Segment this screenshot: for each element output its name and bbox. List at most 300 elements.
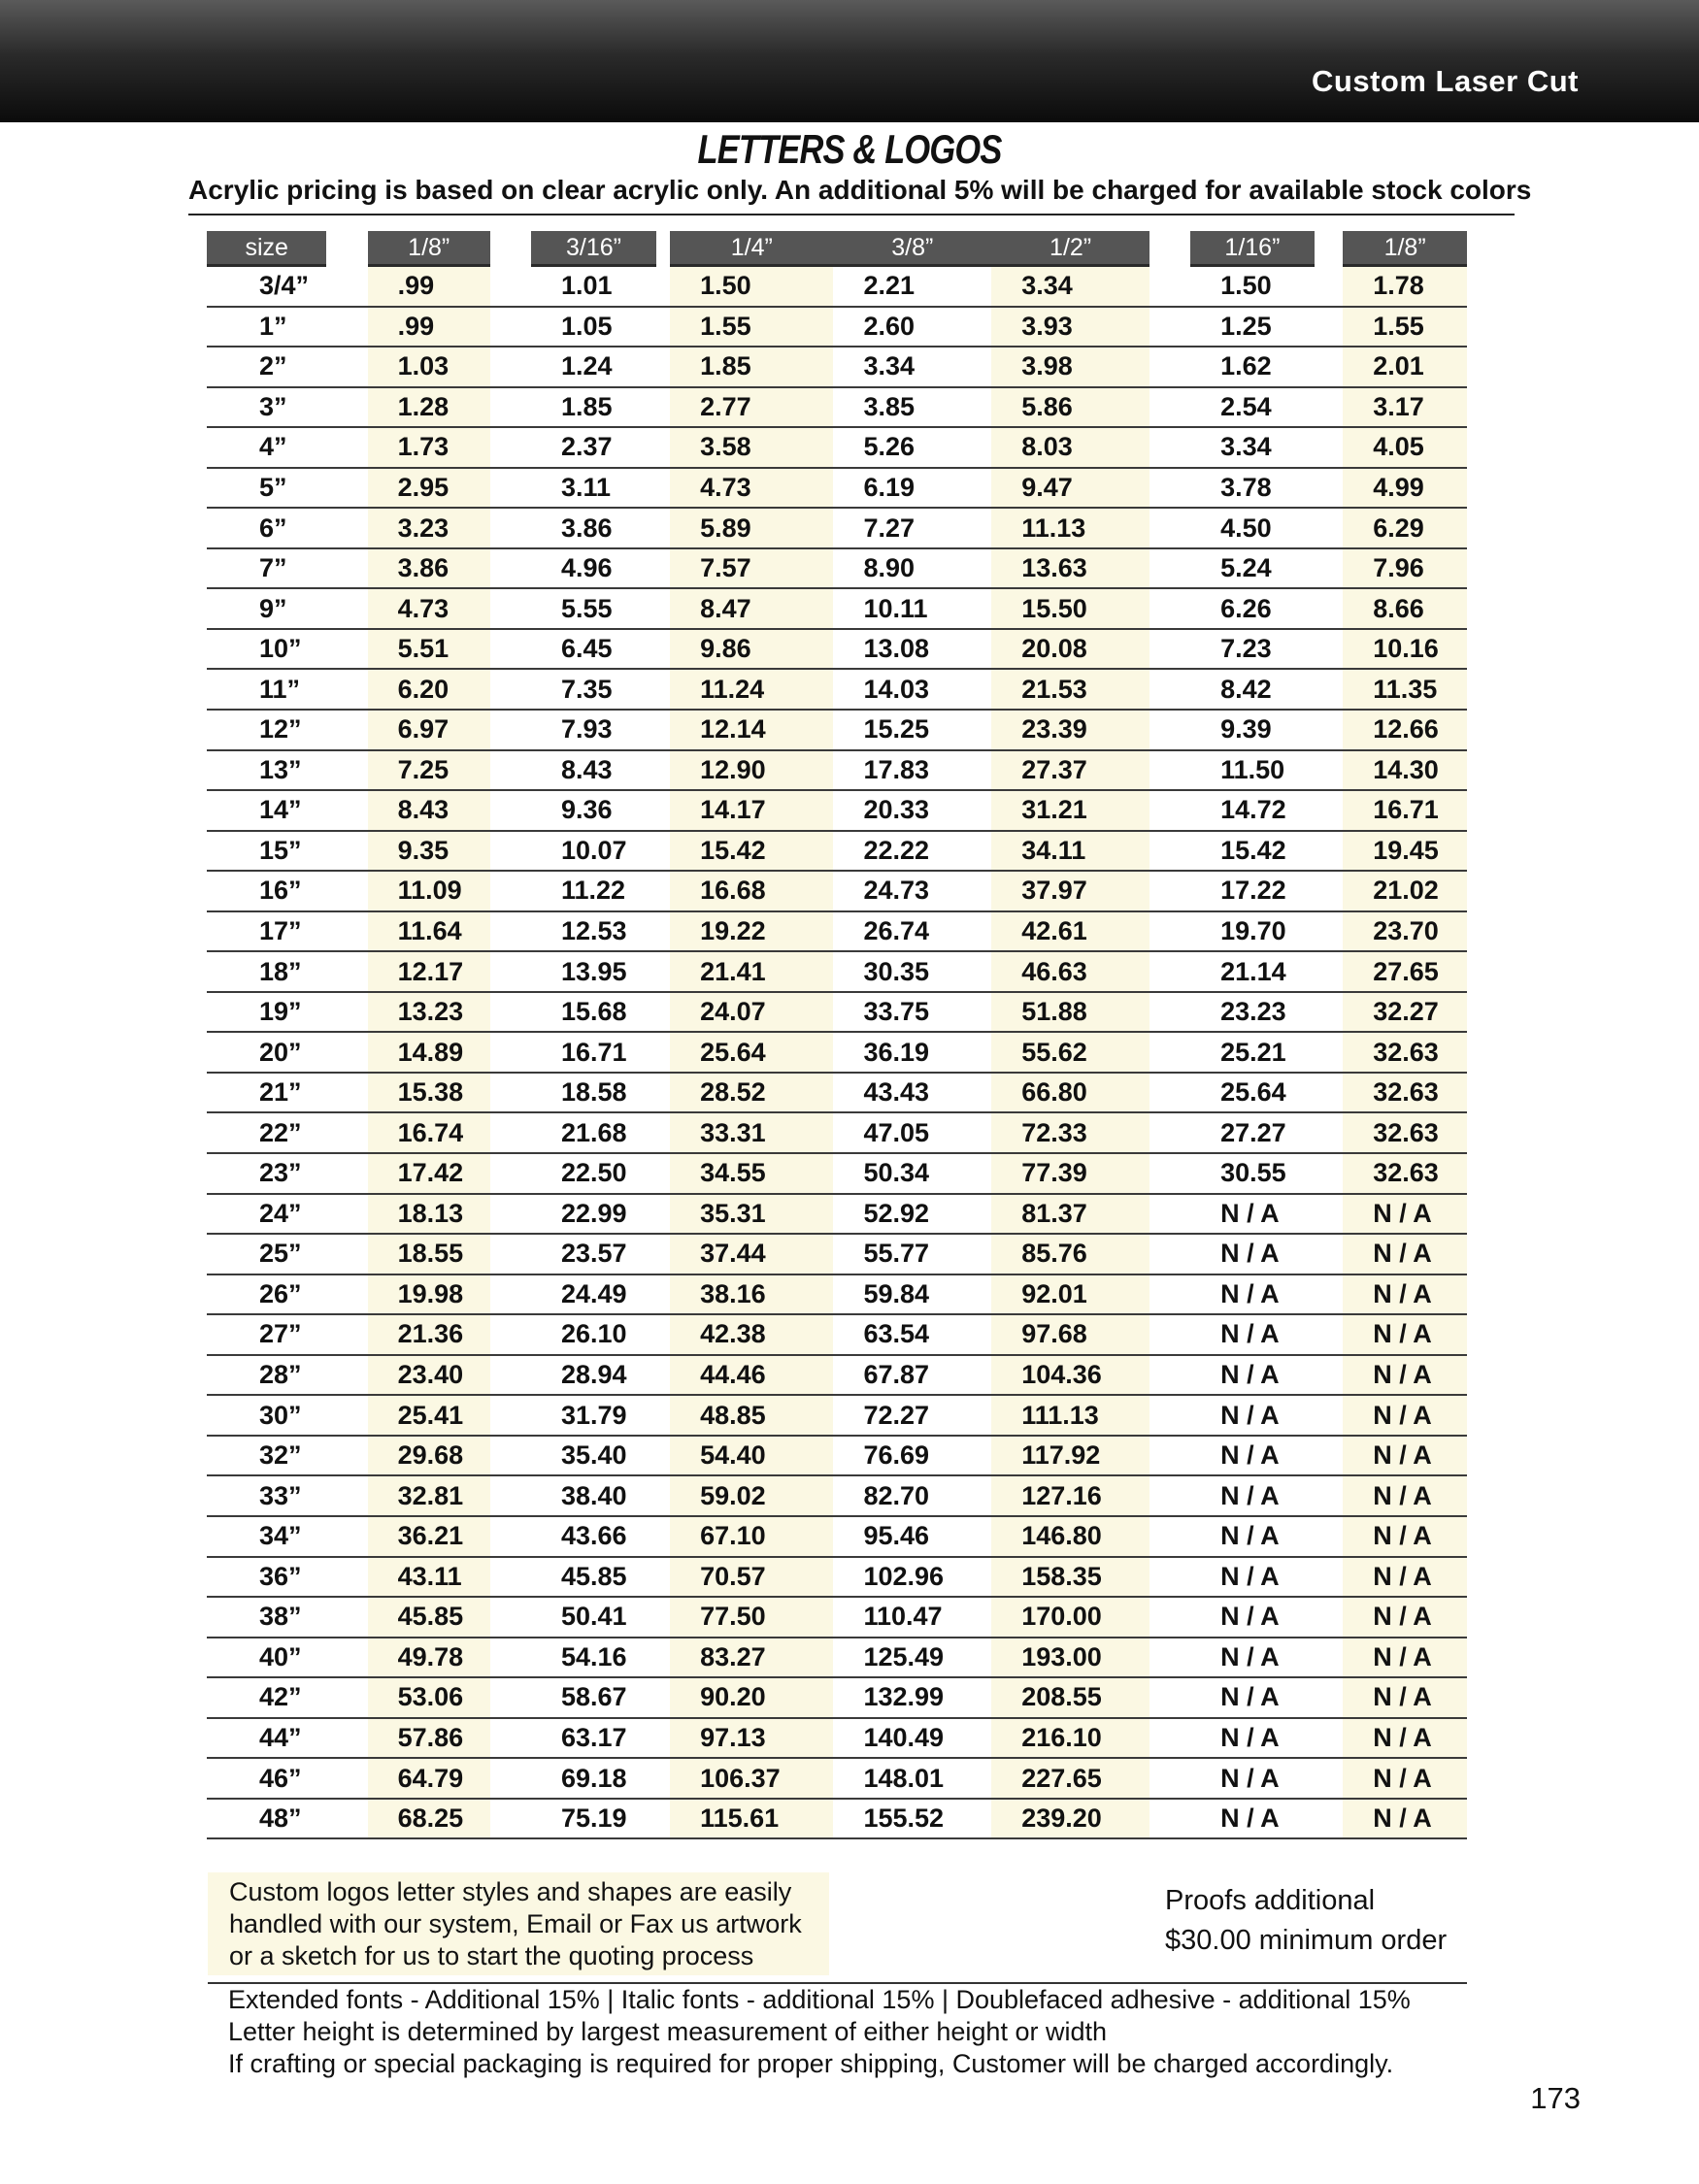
column-gap [656, 427, 670, 468]
column-gap [1315, 1314, 1343, 1355]
price-cell: N / A [1343, 1274, 1467, 1315]
column-gap [1315, 1516, 1343, 1557]
column-gap [326, 750, 367, 791]
table-row [207, 508, 1467, 548]
column-gap [326, 427, 367, 468]
size-cell: 21” [207, 1073, 326, 1113]
size-cell: 16” [207, 871, 326, 911]
price-cell: 10.07 [531, 831, 656, 872]
price-cell: 227.65 [991, 1758, 1149, 1799]
price-cell: N / A [1190, 1638, 1315, 1678]
column-gap [1315, 951, 1343, 992]
column-gap [326, 1395, 367, 1436]
price-cell: 27.37 [991, 750, 1149, 791]
price-cell: 37.97 [991, 871, 1149, 911]
column-gap [1149, 911, 1190, 952]
price-cell: 170.00 [991, 1597, 1149, 1638]
price-cell: 4.73 [368, 588, 490, 629]
price-cell: 7.96 [1343, 548, 1467, 589]
price-cell: 68.25 [368, 1799, 490, 1839]
column-gap [1149, 710, 1190, 750]
price-cell: N / A [1190, 1677, 1315, 1718]
price-cell: 125.49 [833, 1638, 991, 1678]
column-gap [1315, 1597, 1343, 1638]
price-cell: 50.41 [531, 1597, 656, 1638]
price-cell: 14.89 [368, 1032, 490, 1073]
price-cell: N / A [1343, 1677, 1467, 1718]
price-cell: 14.17 [670, 790, 833, 831]
price-cell: 97.13 [670, 1718, 833, 1759]
column-gap [1149, 1194, 1190, 1235]
note-line: or a sketch for us to start the quoting process [229, 1941, 754, 1970]
price-cell: 3.86 [531, 508, 656, 548]
size-cell: 4” [207, 427, 326, 468]
price-cell: 43.43 [833, 1073, 991, 1113]
column-gap [1149, 1638, 1190, 1678]
price-cell: 21.36 [368, 1314, 490, 1355]
column-gap [1315, 1395, 1343, 1436]
column-header-thickness: 3/16” [531, 231, 656, 267]
price-cell: 208.55 [991, 1677, 1149, 1718]
column-gap [656, 831, 670, 872]
column-gap [490, 1194, 531, 1235]
column-gap [490, 1799, 531, 1839]
column-gap [490, 911, 531, 952]
table-row [207, 1597, 1467, 1638]
price-cell: 54.16 [531, 1638, 656, 1678]
price-cell: 2.95 [368, 468, 490, 509]
price-cell: N / A [1343, 1597, 1467, 1638]
price-cell: 8.42 [1190, 669, 1315, 710]
column-gap [490, 588, 531, 629]
footer-line: If crafting or special packaging is required for proper shipping, Customer will be charged accordingly. [228, 2049, 1394, 2078]
table-row [207, 347, 1467, 387]
column-gap [656, 468, 670, 509]
size-cell: 36” [207, 1557, 326, 1598]
price-cell: 28.94 [531, 1355, 656, 1396]
price-cell: 75.19 [531, 1799, 656, 1839]
column-gap [656, 1475, 670, 1516]
table-row [207, 1032, 1467, 1073]
size-cell: 12” [207, 710, 326, 750]
size-cell: 3” [207, 387, 326, 428]
footer-line: Extended fonts - Additional 15% | Italic fonts - additional 15% | Doublefaced adhesive - additional 15% [228, 1985, 1411, 2014]
column-gap [1315, 911, 1343, 952]
price-cell: 14.03 [833, 669, 991, 710]
price-cell: 5.51 [368, 629, 490, 670]
price-cell: 25.41 [368, 1395, 490, 1436]
column-gap [490, 1718, 531, 1759]
price-cell: 3.34 [991, 267, 1149, 307]
note-line: Custom logos letter styles and shapes are easily [229, 1877, 792, 1906]
size-cell: 26” [207, 1274, 326, 1315]
price-cell: 17.42 [368, 1153, 490, 1194]
price-cell: 3.93 [991, 307, 1149, 347]
column-gap [656, 1032, 670, 1073]
price-cell: 76.69 [833, 1436, 991, 1476]
price-cell: 13.95 [531, 951, 656, 992]
price-cell: 20.08 [991, 629, 1149, 670]
price-cell: 106.37 [670, 1758, 833, 1799]
column-gap [326, 629, 367, 670]
price-cell: 15.50 [991, 588, 1149, 629]
price-cell: 115.61 [670, 1799, 833, 1839]
price-cell: 32.63 [1343, 1073, 1467, 1113]
column-gap [1149, 1597, 1190, 1638]
column-gap [656, 1274, 670, 1315]
price-cell: 3.85 [833, 387, 991, 428]
price-cell: 16.74 [368, 1112, 490, 1153]
column-gap [326, 1516, 367, 1557]
column-gap [326, 992, 367, 1033]
size-cell: 6” [207, 508, 326, 548]
table-row [207, 1557, 1467, 1598]
price-cell: 63.54 [833, 1314, 991, 1355]
column-gap [1149, 1557, 1190, 1598]
column-gap [326, 1557, 367, 1598]
size-cell: 23” [207, 1153, 326, 1194]
price-cell: 3.34 [833, 347, 991, 387]
price-cell: 32.63 [1343, 1153, 1467, 1194]
price-cell: 90.20 [670, 1677, 833, 1718]
table-row [207, 669, 1467, 710]
column-gap [326, 508, 367, 548]
column-gap [656, 267, 670, 307]
column-gap [490, 790, 531, 831]
price-cell: 11.50 [1190, 750, 1315, 791]
column-gap [656, 1799, 670, 1839]
column-gap [656, 1638, 670, 1678]
price-cell: 19.45 [1343, 831, 1467, 872]
price-cell: 1.25 [1190, 307, 1315, 347]
price-cell: 1.03 [368, 347, 490, 387]
price-cell: 77.39 [991, 1153, 1149, 1194]
price-cell: 23.23 [1190, 992, 1315, 1033]
column-header-size: size [207, 231, 326, 267]
column-gap [1315, 427, 1343, 468]
column-gap [490, 951, 531, 992]
column-gap [490, 669, 531, 710]
column-gap [1149, 629, 1190, 670]
column-gap [490, 1112, 531, 1153]
column-gap [1315, 1355, 1343, 1396]
price-cell: N / A [1190, 1395, 1315, 1436]
table-row [207, 1718, 1467, 1759]
table-row [207, 1638, 1467, 1678]
price-cell: 11.64 [368, 911, 490, 952]
table-header [207, 231, 1467, 267]
price-cell: N / A [1343, 1557, 1467, 1598]
size-cell: 46” [207, 1758, 326, 1799]
price-cell: 23.57 [531, 1234, 656, 1274]
column-gap [326, 1638, 367, 1678]
column-gap [1149, 588, 1190, 629]
column-gap [490, 387, 531, 428]
column-gap [490, 1677, 531, 1718]
column-gap [1149, 1718, 1190, 1759]
price-cell: 66.80 [991, 1073, 1149, 1113]
price-cell: 21.53 [991, 669, 1149, 710]
price-cell: 9.35 [368, 831, 490, 872]
page-title: LETTERS & LOGOS [697, 126, 1002, 172]
column-gap [326, 1112, 367, 1153]
price-cell: 12.17 [368, 951, 490, 992]
column-gap [1149, 831, 1190, 872]
price-cell: 2.77 [670, 387, 833, 428]
column-gap [326, 1153, 367, 1194]
column-gap [1315, 992, 1343, 1033]
size-cell: 48” [207, 1799, 326, 1839]
table-row [207, 992, 1467, 1033]
price-cell: 32.81 [368, 1475, 490, 1516]
price-cell: 31.79 [531, 1395, 656, 1436]
size-cell: 28” [207, 1355, 326, 1396]
column-gap [1315, 1274, 1343, 1315]
price-cell: 1.55 [1343, 307, 1467, 347]
size-cell: 1” [207, 307, 326, 347]
price-cell: 27.65 [1343, 951, 1467, 992]
column-gap [326, 548, 367, 589]
price-cell: 6.29 [1343, 508, 1467, 548]
column-gap [326, 710, 367, 750]
size-cell: 9” [207, 588, 326, 629]
price-cell: 21.02 [1343, 871, 1467, 911]
price-cell: 4.96 [531, 548, 656, 589]
column-gap [1149, 951, 1190, 992]
table-row [207, 1112, 1467, 1153]
price-cell: 63.17 [531, 1718, 656, 1759]
price-cell: 6.97 [368, 710, 490, 750]
column-gap [490, 710, 531, 750]
column-gap [326, 1718, 367, 1759]
price-cell: 33.75 [833, 992, 991, 1033]
price-cell: 5.24 [1190, 548, 1315, 589]
column-gap [326, 588, 367, 629]
price-cell: 42.38 [670, 1314, 833, 1355]
footer-line: Letter height is determined by largest measurement of either height or width [228, 2017, 1107, 2046]
column-gap [326, 468, 367, 509]
column-gap [326, 831, 367, 872]
column-gap [1315, 387, 1343, 428]
column-gap [490, 871, 531, 911]
column-gap [490, 1153, 531, 1194]
column-header-thickness: 1/2” [991, 231, 1149, 267]
size-cell: 18” [207, 951, 326, 992]
column-gap [326, 307, 367, 347]
column-gap [1149, 871, 1190, 911]
price-cell: N / A [1190, 1234, 1315, 1274]
price-cell: 18.55 [368, 1234, 490, 1274]
price-cell: 46.63 [991, 951, 1149, 992]
footer-notes [228, 1984, 1411, 2080]
price-cell: 111.13 [991, 1395, 1149, 1436]
price-cell: 82.70 [833, 1475, 991, 1516]
table-row [207, 1234, 1467, 1274]
column-gap [656, 1718, 670, 1759]
size-cell: 5” [207, 468, 326, 509]
price-cell: 1.01 [531, 267, 656, 307]
price-cell: 70.57 [670, 1557, 833, 1598]
price-cell: 7.93 [531, 710, 656, 750]
column-gap [656, 1557, 670, 1598]
price-cell: 4.05 [1343, 427, 1467, 468]
price-cell: 6.26 [1190, 588, 1315, 629]
price-cell: 11.35 [1343, 669, 1467, 710]
price-cell: 22.22 [833, 831, 991, 872]
price-cell: 29.68 [368, 1436, 490, 1476]
size-cell: 11” [207, 669, 326, 710]
price-cell: 83.27 [670, 1638, 833, 1678]
price-cell: 22.99 [531, 1194, 656, 1235]
price-cell: 7.23 [1190, 629, 1315, 670]
size-cell: 22” [207, 1112, 326, 1153]
column-gap [656, 1112, 670, 1153]
table-row [207, 1274, 1467, 1315]
column-gap [1315, 831, 1343, 872]
column-gap [656, 951, 670, 992]
minimum-order-note: $30.00 minimum order [1165, 1925, 1448, 1956]
column-gap [326, 347, 367, 387]
column-gap [490, 1758, 531, 1799]
price-cell: 18.58 [531, 1073, 656, 1113]
table-row [207, 911, 1467, 952]
column-header-thickness: 3/8” [833, 231, 991, 267]
column-gap [1149, 1436, 1190, 1476]
price-cell: 38.16 [670, 1274, 833, 1315]
price-cell: 21.14 [1190, 951, 1315, 992]
column-gap [1149, 1153, 1190, 1194]
column-gap [1149, 267, 1190, 307]
size-cell: 33” [207, 1475, 326, 1516]
column-gap [1149, 307, 1190, 347]
price-cell: 155.52 [833, 1799, 991, 1839]
price-cell: N / A [1190, 1758, 1315, 1799]
column-gap [656, 1073, 670, 1113]
price-cell: 13.63 [991, 548, 1149, 589]
price-cell: 55.77 [833, 1234, 991, 1274]
table-row [207, 427, 1467, 468]
price-cell: 57.86 [368, 1718, 490, 1759]
size-cell: 27” [207, 1314, 326, 1355]
table-row [207, 1194, 1467, 1235]
column-gap [1149, 1475, 1190, 1516]
column-gap [326, 1073, 367, 1113]
price-cell: 12.90 [670, 750, 833, 791]
column-gap [1149, 1274, 1190, 1315]
column-gap [326, 1314, 367, 1355]
price-cell: N / A [1343, 1234, 1467, 1274]
section-title: Custom Laser Cut [1312, 64, 1579, 98]
price-cell: 22.50 [531, 1153, 656, 1194]
price-cell: 45.85 [531, 1557, 656, 1598]
column-gap [1315, 1073, 1343, 1113]
price-table [207, 231, 1467, 1839]
column-gap [1315, 548, 1343, 589]
column-gap [490, 427, 531, 468]
price-cell: 14.72 [1190, 790, 1315, 831]
column-gap [490, 468, 531, 509]
column-gap [1149, 347, 1190, 387]
table-row [207, 1314, 1467, 1355]
price-cell: 17.83 [833, 750, 991, 791]
column-gap [1315, 710, 1343, 750]
price-cell: 12.53 [531, 911, 656, 952]
column-gap [656, 1153, 670, 1194]
column-gap [1315, 347, 1343, 387]
column-gap [1315, 629, 1343, 670]
price-cell: 146.80 [991, 1516, 1149, 1557]
column-gap [1315, 267, 1343, 307]
column-gap [656, 548, 670, 589]
price-cell: 16.68 [670, 871, 833, 911]
table-row [207, 629, 1467, 670]
column-gap [1315, 790, 1343, 831]
price-cell: 30.35 [833, 951, 991, 992]
size-cell: 40” [207, 1638, 326, 1678]
table-row [207, 1475, 1467, 1516]
size-cell: 42” [207, 1677, 326, 1718]
column-gap [1315, 1718, 1343, 1759]
column-gap [656, 1314, 670, 1355]
table-row [207, 1355, 1467, 1396]
price-cell: 102.96 [833, 1557, 991, 1598]
price-cell: N / A [1343, 1516, 1467, 1557]
price-cell: 19.70 [1190, 911, 1315, 952]
price-cell: N / A [1343, 1799, 1467, 1839]
price-cell: 1.24 [531, 347, 656, 387]
price-cell: 53.06 [368, 1677, 490, 1718]
size-cell: 13” [207, 750, 326, 791]
price-cell: 9.39 [1190, 710, 1315, 750]
column-gap [490, 629, 531, 670]
price-cell: 2.01 [1343, 347, 1467, 387]
price-cell: 1.28 [368, 387, 490, 428]
column-gap [326, 1274, 367, 1315]
table-row [207, 387, 1467, 428]
size-cell: 10” [207, 629, 326, 670]
price-cell: 97.68 [991, 1314, 1149, 1355]
price-cell: 3.78 [1190, 468, 1315, 509]
column-gap [1315, 1758, 1343, 1799]
price-cell: N / A [1190, 1314, 1315, 1355]
price-cell: 72.27 [833, 1395, 991, 1436]
price-cell: 1.62 [1190, 347, 1315, 387]
table-row [207, 267, 1467, 307]
column-gap [326, 790, 367, 831]
column-gap [1315, 468, 1343, 509]
price-cell: 158.35 [991, 1557, 1149, 1598]
price-cell: 6.19 [833, 468, 991, 509]
price-cell: 1.78 [1343, 267, 1467, 307]
size-cell: 19” [207, 992, 326, 1033]
price-cell: 48.85 [670, 1395, 833, 1436]
column-gap [490, 1073, 531, 1113]
price-cell: N / A [1190, 1597, 1315, 1638]
column-gap [656, 347, 670, 387]
column-gap [490, 831, 531, 872]
price-cell: 8.47 [670, 588, 833, 629]
price-cell: 5.55 [531, 588, 656, 629]
column-gap [490, 347, 531, 387]
price-cell: 12.14 [670, 710, 833, 750]
column-gap [656, 1194, 670, 1235]
column-gap [656, 911, 670, 952]
column-gap [326, 1234, 367, 1274]
column-gap [656, 307, 670, 347]
column-gap [1315, 1153, 1343, 1194]
price-cell: 8.43 [531, 750, 656, 791]
column-gap [1149, 1112, 1190, 1153]
